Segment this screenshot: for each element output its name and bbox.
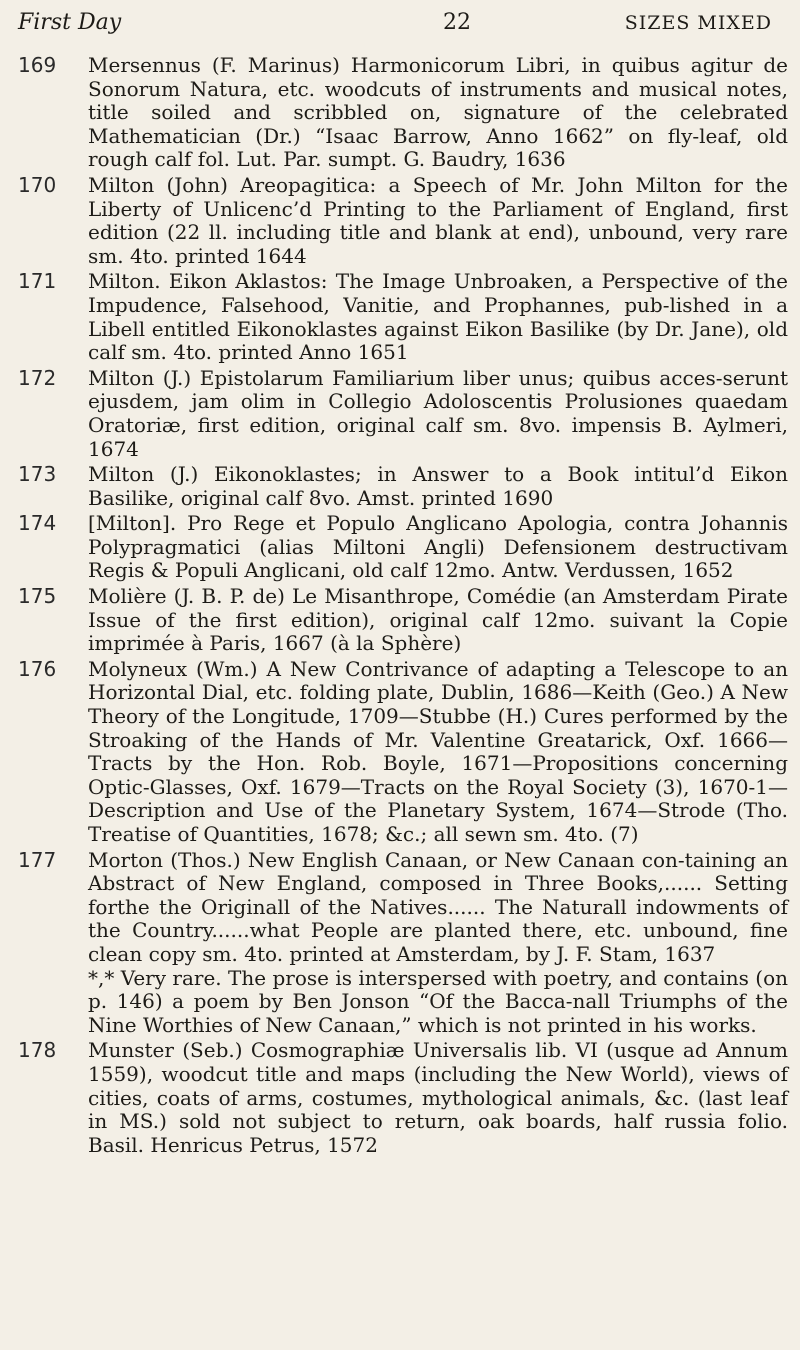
lot-number: 177 <box>18 847 57 872</box>
lot-description: [Milton]. Pro Rege et Populo Anglicano Apologia, contra Johannis Polypragmatici (alias Miltoni Angli) Defensionem destructivam Regis & Populi Anglicani, old calf 12mo. Antw. Verdussen, 1652 <box>88 511 788 583</box>
lot-number: 170 <box>18 172 57 197</box>
lot-number: 175 <box>18 584 57 609</box>
header-day: First Day <box>18 10 122 35</box>
lot-description: Milton (J.) Epistolarum Familiarium liber unus; quibus acces-serunt ejusdem, jam olim in Collegio Adoloscentis Prolusiones quaedam Oratoriæ, first edition, original calf sm. 8vo. impensis B. Aylmeri, 1674 <box>88 365 788 461</box>
page-header <box>18 10 772 50</box>
lot-number: 173 <box>18 462 57 487</box>
lot-entry <box>18 585 788 656</box>
lot-number: 171 <box>18 269 57 294</box>
lot-number: 172 <box>18 365 57 390</box>
lot-number: 174 <box>18 511 57 536</box>
lot-number: 176 <box>18 656 57 681</box>
lot-entry <box>18 54 788 172</box>
lot-entry <box>18 849 788 1038</box>
lot-description: Milton. Eikon Aklastos: The Image Unbroaken, a Perspective of the Impudence, Falsehood, Vanitie, and Prophannes, pub-lished in a Libell entitled Eikonoklastes against Eikon Basilike (by Dr. Jane), old calf sm. 4to. printed Anno 1651 <box>88 269 788 365</box>
lot-description: Mersennus (F. Marinus) Harmonicorum Libri, in quibus agitur de Sonorum Natura, etc. woodcuts of instruments and musical notes, title soiled and scribbled on, signature of the celebrated Mathematician (Dr.) “Isaac Barrow, Anno 1662” on fly-leaf, old rough calf fol. Lut. Par. sumpt. G. Baudry, 1636 <box>88 53 788 172</box>
lot-entry <box>18 658 788 847</box>
lot-description: Molyneux (Wm.) A New Contrivance of adapting a Telescope to an Horizontal Dial, etc. folding plate, Dublin, 1686—Keith (Geo.) A New Theory of the Longitude, 1709—Stubbe (H.) Cures performed by the Stroaking of the Hands of Mr. Valentine Greatarick, Oxf. 1666—Tracts by the Hon. Rob. Boyle, 1671—Propositions concerning Optic-Glasses, Oxf. 1679—Tracts on the Royal Society (3), 1670-1—Description and Use of the Planetary System, 1674—Strode (Tho. Treatise of Quantities, 1678; &c.; all sewn sm. 4to. (7) <box>88 656 788 846</box>
lot-description: Milton (John) Areopagitica: a Speech of Mr. John Milton for the Liberty of Unlicenc’d Printing to the Parliament of England, first edition (22 ll. including title and blank at end), unbound, very rare sm. 4to. printed 1644 <box>88 172 788 268</box>
lot-entry <box>18 463 788 510</box>
lot-description: Milton (J.) Eikonoklastes; in Answer to a Book intitul’d Eikon Basilike, original calf 8vo. Amst. printed 1690 <box>88 462 788 510</box>
lot-entry <box>18 512 788 583</box>
lot-number: 169 <box>18 53 57 77</box>
lot-description: Molière (J. B. P. de) Le Misanthrope, Comédie (an Amsterdam Pirate Issue of the first edition), original calf 12mo. suivant la Copie imprimée à Paris, 1667 (à la Sphère) <box>88 584 788 656</box>
lot-entry <box>18 1039 788 1157</box>
lot-entry <box>18 270 788 364</box>
lot-entry <box>18 174 788 268</box>
lot-note: *,* Very rare. The prose is interspersed with poetry, and contains (on p. 146) a poem by Ben Jonson “Of the Bacca-nall Triumphs of the Nine Worthies of New Canaan,” which is not printed in his works. <box>88 965 788 1037</box>
lot-entry <box>18 367 788 461</box>
lot-list <box>18 54 788 1159</box>
header-section: SIZES MIXED <box>624 12 772 34</box>
lot-description: Morton (Thos.) New English Canaan, or New Canaan con-taining an Abstract of New England, composed in Three Books,...... Setting forthe the Originall of the Natives...... The Naturall indowments of the Country......what People are planted there, etc. unbound, fine clean copy sm. 4to. printed at Amsterdam, by J. F. Stam, 1637 <box>88 847 788 966</box>
lot-number: 178 <box>18 1038 57 1063</box>
lot-description: Munster (Seb.) Cosmographiæ Universalis lib. VI (usque ad Annum 1559), woodcut title and maps (including the New World), views of cities, coats of arms, costumes, mythological animals, &c. (last leaf in MS.) sold not subject to return, oak boards, half russia folio. Basil. Henricus Petrus, 1572 <box>88 1038 788 1157</box>
page-number: 22 <box>443 10 471 35</box>
